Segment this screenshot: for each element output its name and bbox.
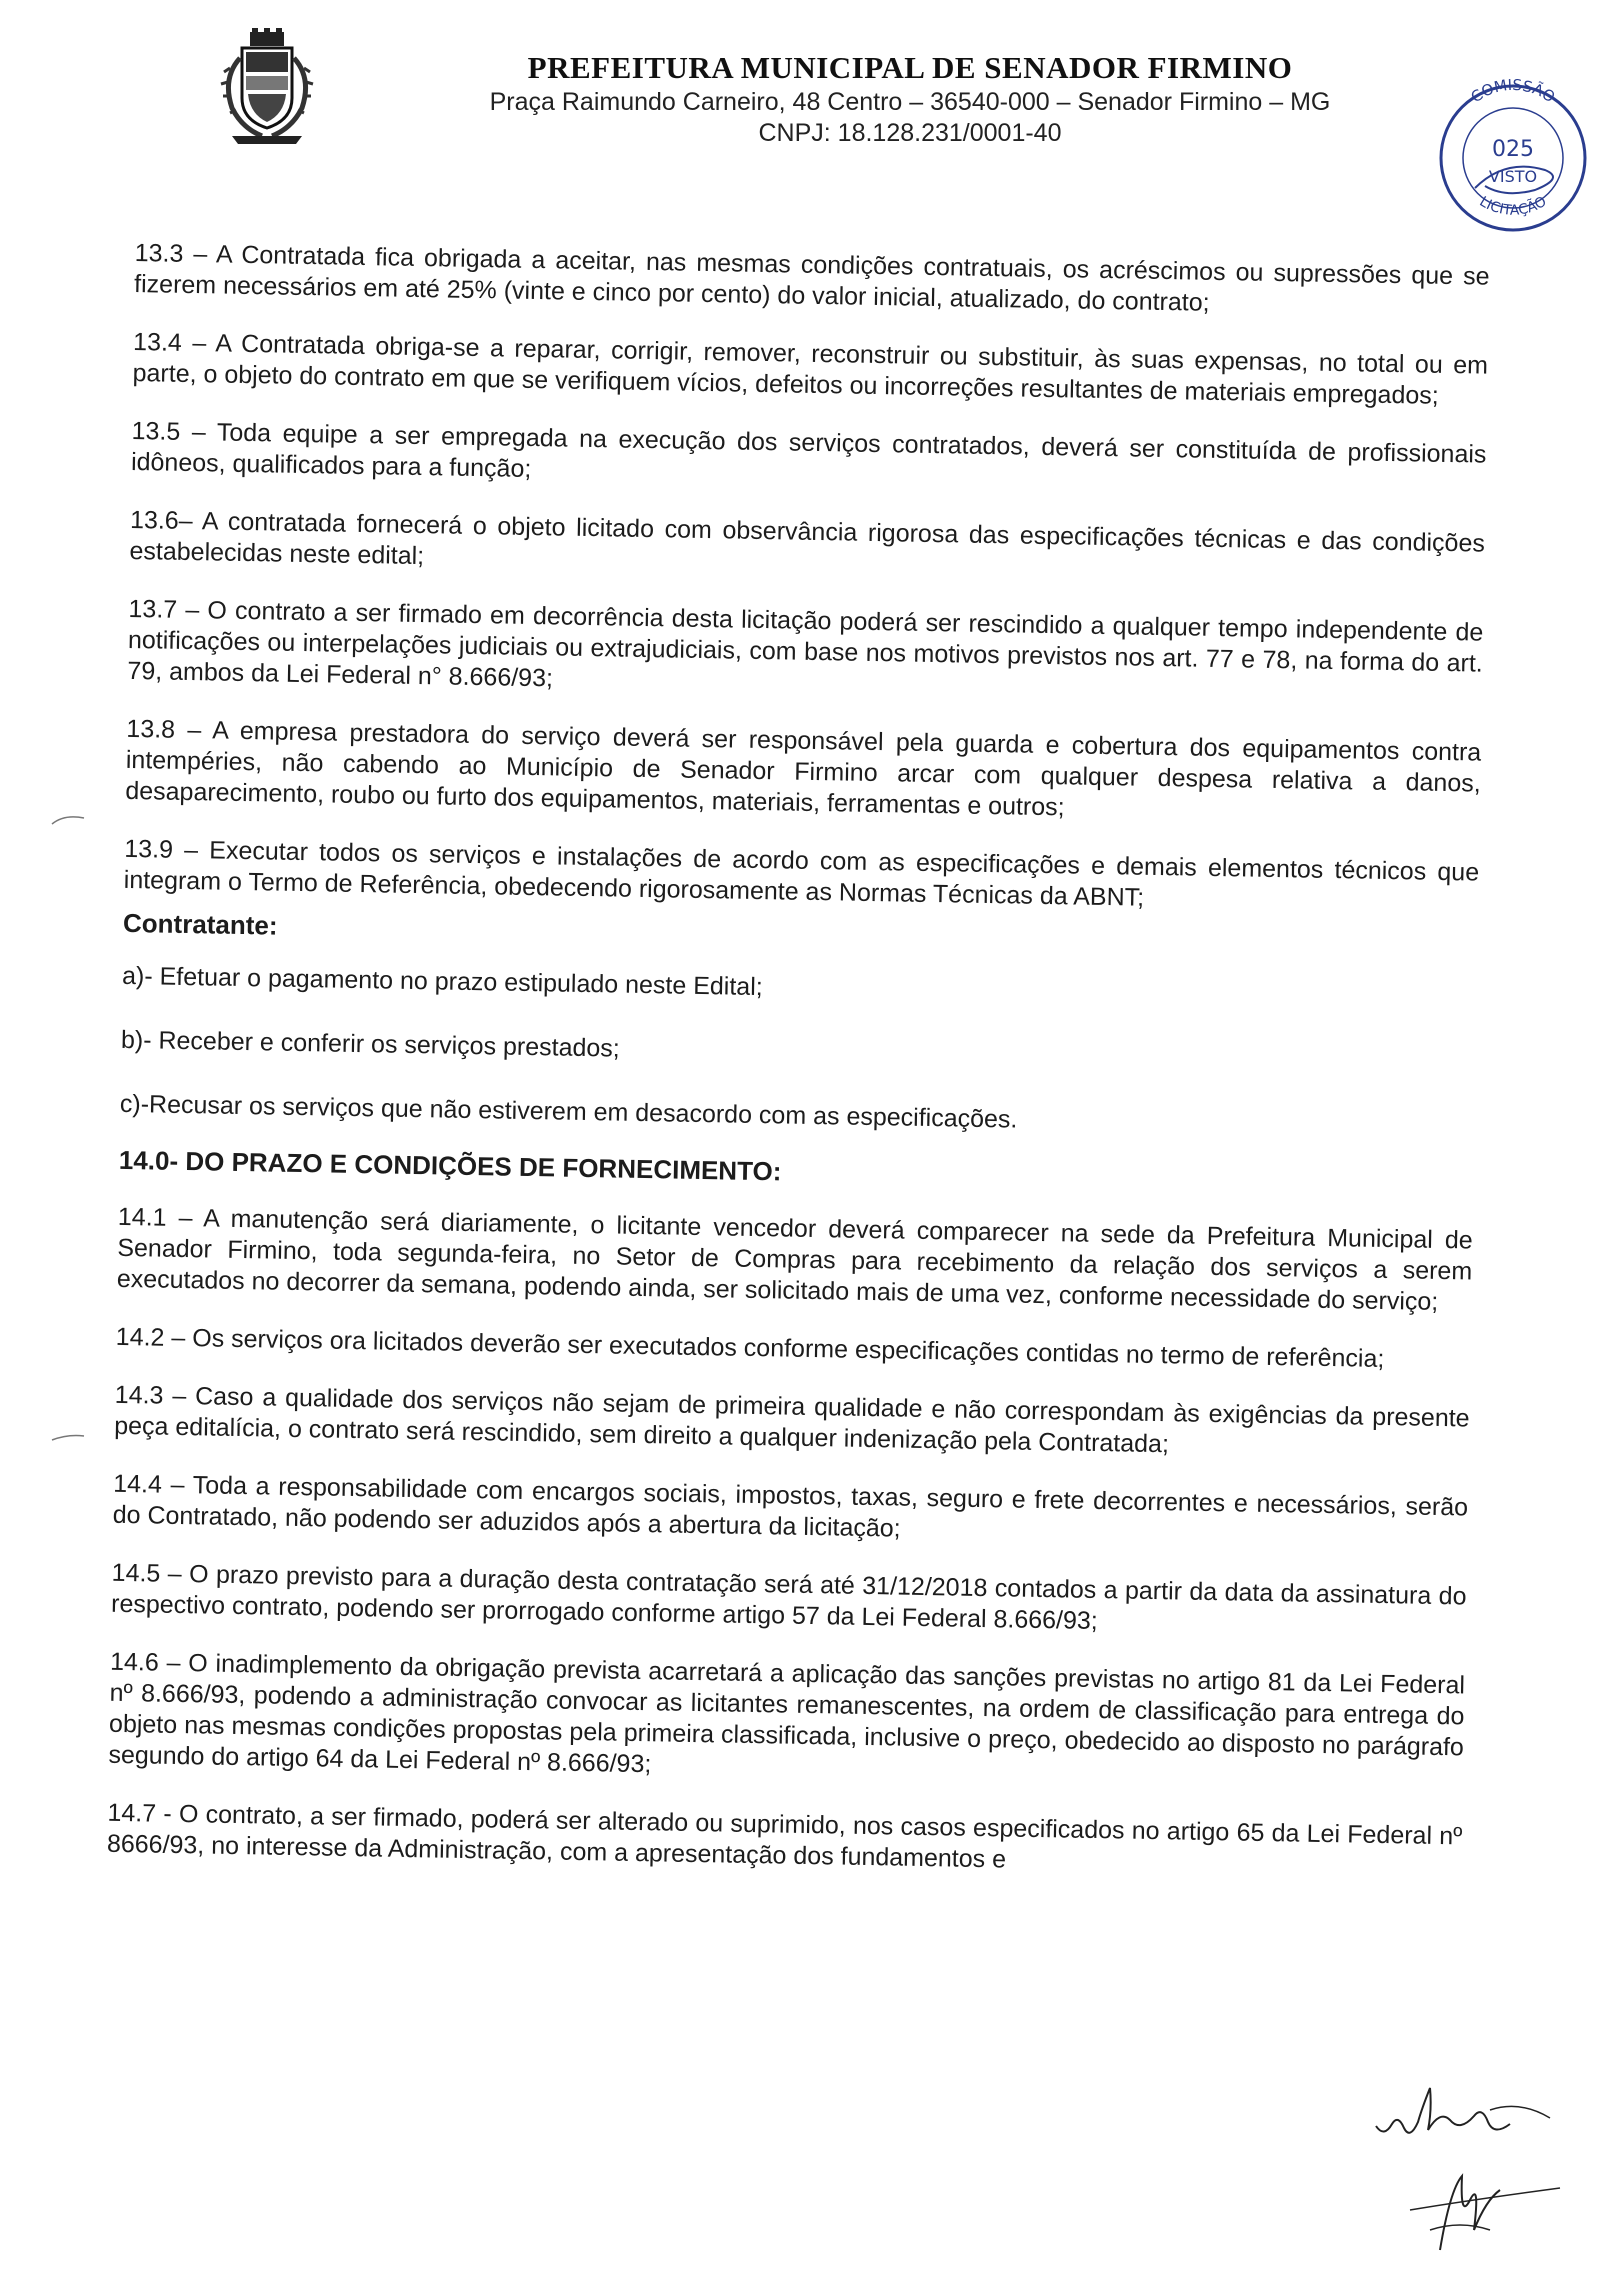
clause-13-6: 13.6– A contratada fornecerá o objeto licitado com observância rigorosa das especificações técnicas e das condições estabelecidas neste edital; bbox=[129, 505, 1486, 571]
section-14-title: 14.0- DO PRAZO E CONDIÇÕES DE FORNECIMENTO: bbox=[118, 1144, 782, 1187]
stamp-bottom-text: LICITAÇÃO bbox=[1476, 193, 1550, 219]
letterhead bbox=[430, 50, 1390, 148]
contratante-item-a: a)- Efetuar o pagamento no prazo estipulado neste Edital; bbox=[121, 961, 763, 1002]
stamp-number: 025 bbox=[1492, 137, 1534, 162]
contratante-heading: Contratante: bbox=[122, 907, 278, 941]
clause-13-8: 13.8 – A empresa prestadora do serviço deverá ser responsável pela guarda e cobertura dos equipamentos contra intempéries, não cabendo ao Município de Senador Firmino arcar com qualquer despesa relativa a danos, desaparecimento, roubo ou furto dos equipamentos, materiais, ferramentas e outros; bbox=[125, 714, 1482, 822]
stamp-visto: VISTO bbox=[1488, 167, 1538, 186]
stamp-top-text: COMISSÃO bbox=[1467, 75, 1559, 107]
clause-14-6: 14.6 – O inadimplemento da obrigação prevista acarretará a aplicação das sanções previstas no artigo 81 da Lei Federal nº 8.666/93, podendo a administração convocar as licitantes remanescentes, na ordem de classificação para entrega do objeto nas mesmas condições propostas pela primeira classificada, inclusive o preço, obedecido ao disposto no parágrafo segundo do artigo 64 da Lei Federal nº 8.666/93; bbox=[108, 1647, 1466, 1779]
municipal-crest-icon bbox=[212, 28, 322, 148]
organization-name: PREFEITURA MUNICIPAL DE SENADOR FIRMINO bbox=[527, 50, 1293, 85]
clause-14-4: 14.4 – Toda a responsabilidade com encargos sociais, impostos, taxas, seguro e frete decorrentes e necessários, serão do Contratado, não podendo ser aduzidos após a abertura da licitação; bbox=[112, 1469, 1469, 1543]
clause-14-3: 14.3 – Caso a qualidade dos serviços não sejam de primeira qualidade e não correspondam às exigências da presente peça editalícia, o contrato será rescindido, sem direito a qualquer indenização pela Contratada; bbox=[114, 1380, 1470, 1459]
clause-13-4: 13.4 – A Contratada obriga-se a reparar, corrigir, remover, reconstruir ou substituir, às suas expensas, no total ou em parte, o objeto do contrato em que se verifiquem vícios, defeitos ou incorreções resultantes de materiais empregados; bbox=[132, 327, 1489, 410]
commission-stamp bbox=[1425, 58, 1600, 243]
organization-cnpj: CNPJ: 18.128.231/0001-40 bbox=[758, 119, 1062, 147]
clause-14-1: 14.1 – A manutenção será diariamente, o licitante vencedor deverá comparecer na sede da Prefeitura Municipal de Senador Firmino, toda segunda-feira, no Setor de Compras para recebimento da relação dos serviços a serem executados no decorrer da semana, podendo ainda, ser solicitado mais de uma vez, conforme necessidade do serviço; bbox=[116, 1202, 1473, 1316]
document-body bbox=[106, 238, 1490, 1910]
clause-13-9: 13.9 – Executar todos os serviços e instalações de acordo com as especificações e demais elementos técnicos que integram o Termo de Referência, obedecendo rigorosamente as Normas Técnicas da ABNT; bbox=[123, 834, 1480, 912]
contratante-item-c: c)-Recusar os serviços que não estiverem em desacordo com as especificações. bbox=[119, 1089, 1018, 1134]
clause-14-7: 14.7 - O contrato, a ser firmado, poderá ser alterado ou suprimido, nos casos especificados no artigo 65 da Lei Federal nº 8666/93, no interesse da Administração, com a apresentação dos fundamentos e bbox=[106, 1798, 1463, 1874]
contratante-item-b: b)- Receber e conferir os serviços prestados; bbox=[120, 1025, 620, 1063]
clause-13-3: 13.3 – A Contratada fica obrigada a aceitar, nas mesmas condições contratuais, os acréscimos ou supressões que se fizerem necessários em até 25% (vinte e cinco por cento) do valor inicial, atualizado, do contrato; bbox=[133, 238, 1490, 317]
margin-mark bbox=[50, 1430, 86, 1444]
organization-address: Praça Raimundo Carneiro, 48 Centro – 36540-000 – Senador Firmino – MG bbox=[489, 88, 1331, 116]
clause-13-7: 13.7 – O contrato a ser firmado em decorrência desta licitação poderá ser rescindido a qualquer tempo independente de notificações ou interpelações judiciais ou extrajudiciais, com base nos motivos previstos nos art. 77 e 78, na forma do art. 79, ambos da Lei Federal n° 8.666/93; bbox=[127, 594, 1484, 693]
clause-13-5: 13.5 – Toda equipe a ser empregada na execução dos serviços contratados, deverá ser constituída de profissionais idôneos, qualificados para a função; bbox=[130, 416, 1487, 483]
margin-mark bbox=[50, 812, 86, 826]
handwritten-signatures bbox=[1370, 2080, 1570, 2278]
clause-14-2: 14.2 – Os serviços ora licitados deverão ser executados conforme especificações contidas no termo de referência; bbox=[115, 1322, 1385, 1373]
clause-14-5: 14.5 – O prazo previsto para a duração desta contratação será até 31/12/2018 contados a partir da data da assinatura do respectivo contrato, podendo ser prorrogado conforme artigo 57 da Lei Federal 8.666/93; bbox=[110, 1558, 1467, 1636]
